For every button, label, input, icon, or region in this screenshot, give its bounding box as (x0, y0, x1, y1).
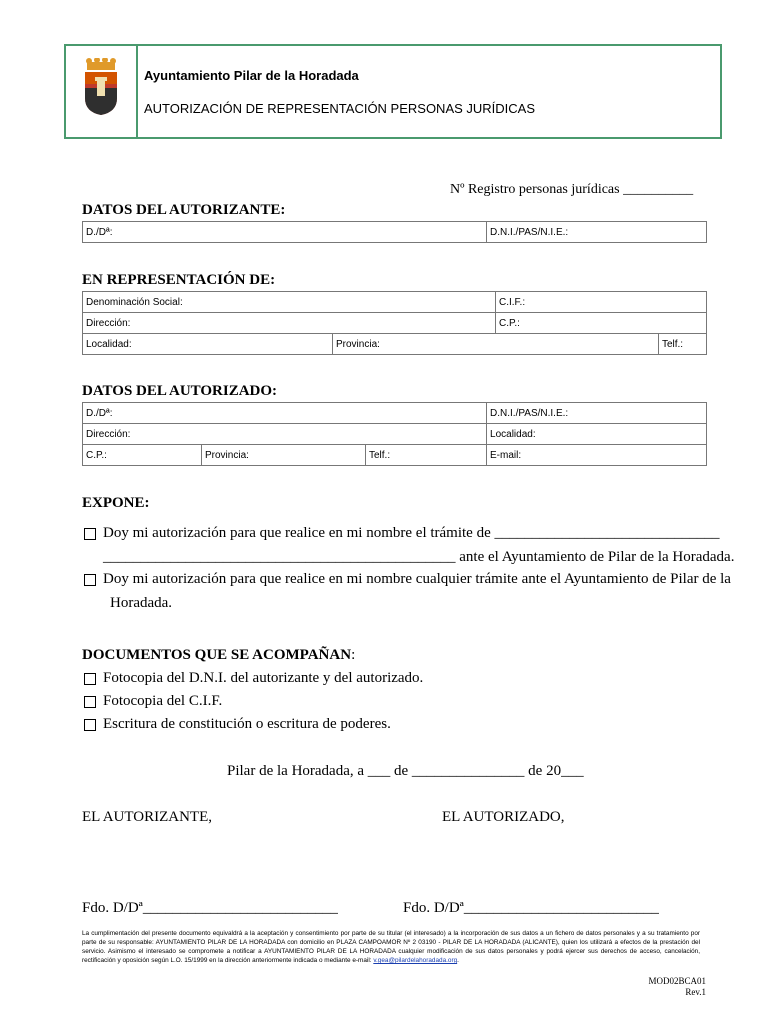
doc2-label: Fotocopia del C.I.F. (103, 693, 223, 709)
documentos-colon: : (351, 647, 356, 663)
logo-cell (66, 46, 138, 137)
autorizado-dd-label: D./Dª: (86, 407, 113, 419)
rep-direccion-label: Dirección: (86, 317, 131, 329)
doc3-label: Escritura de constitución o escritura de poderes. (103, 716, 391, 732)
autorizado-dd-field[interactable] (83, 403, 487, 424)
option1-checkbox[interactable] (84, 528, 96, 540)
autorizado-provincia-field[interactable] (202, 445, 366, 466)
fecha-line: Pilar de la Horadada, a ___ de _______________ de 20___ (227, 763, 584, 779)
privacy-text: La cumplimentación del presente documento equivaldrá a la aceptación y consentimiento por parte de su titular (el interesado) a la incorporación de sus datos a un fichero de datos personales y a su tratamiento por parte de su responsable: AYUNTAMIENTO PILAR DE LA HORADADA con domicilio en PLAZA CAMPOAMOR Nº 2 03190 - PILAR DE LA HORADADA (ALICANTE), quien los utilizará a efectos de la prestación del servicio. Asimismo el interesado se compromete a notificar a AYUNTAMIENTO PILAR DE LA HORADADA cualquier modificación de sus datos personales y podrá ejercer sus derechos de acceso, cancelación, rectificación y oposición según L.O. 15/1999 en la dirección anteriormente indicada o mediante e-mail: (82, 930, 700, 964)
fdo-autorizante: Fdo. D/Dª__________________________ (82, 900, 338, 916)
autorizante-dd-field[interactable] (83, 222, 487, 243)
doc3-checkbox[interactable] (84, 719, 96, 731)
autorizado-cp-label: C.P.: (86, 449, 107, 461)
autorizante-dd-label: D./Dª: (86, 226, 113, 238)
privacy-notice (82, 929, 700, 965)
autorizante-dni-field[interactable] (487, 222, 707, 243)
rep-telf-field[interactable] (658, 334, 706, 355)
privacy-end: . (457, 957, 459, 964)
form-code: MOD02BCA01 (648, 976, 706, 986)
rep-localidad-label: Localidad: (86, 338, 132, 350)
rep-telf-label: Telf.: (661, 338, 684, 350)
documentos-heading: DOCUMENTOS QUE SE ACOMPAÑAN (82, 647, 352, 663)
autorizado-telf-label: Telf.: (369, 449, 391, 461)
rep-provincia-label: Provincia: (336, 338, 380, 350)
autorizado-heading: DATOS DEL AUTORIZADO: (82, 383, 278, 399)
doc-title: AUTORIZACIÓN DE REPRESENTACIÓN PERSONAS JURÍDICAS (144, 101, 536, 116)
representacion-heading: EN REPRESENTACIÓN DE: (82, 272, 276, 288)
rep-localidad-field[interactable] (83, 334, 333, 355)
doc1-checkbox[interactable] (84, 673, 96, 685)
contact-email-link[interactable]: v.gea@pilardelahoradada.org (373, 957, 458, 964)
doc2-checkbox[interactable] (84, 696, 96, 708)
documentos-heading-row (82, 647, 355, 664)
autorizado-telf-field[interactable] (366, 445, 487, 466)
autorizante-table (82, 221, 707, 243)
representacion-table (82, 291, 707, 355)
autorizante-signature-label: EL AUTORIZANTE, (82, 809, 212, 825)
autorizado-direccion-field[interactable] (83, 424, 487, 445)
autorizado-direccion-label: Dirección: (86, 428, 131, 440)
header-box (64, 44, 722, 139)
rep-provincia-field[interactable] (333, 334, 659, 355)
denominacion-label: Denominación Social: (86, 296, 183, 308)
autorizado-email-field[interactable] (487, 445, 707, 466)
autorizado-dni-label: D.N.I./PAS/N.I.E.: (490, 407, 569, 419)
denominacion-field[interactable] (83, 292, 496, 313)
autorizante-dni-label: D.N.I./PAS/N.I.E.: (490, 226, 569, 238)
registro-number: Nº Registro personas jurídicas __________ (450, 182, 694, 197)
autorizado-signature-label: EL AUTORIZADO, (442, 809, 565, 825)
cif-field[interactable] (495, 292, 706, 313)
expone-heading: EXPONE: (82, 495, 150, 511)
autorizado-localidad-field[interactable] (487, 424, 707, 445)
autorizante-heading: DATOS DEL AUTORIZANTE: (82, 202, 286, 218)
autorizado-email-label: E-mail: (490, 449, 522, 461)
option2-line1: Doy mi autorización para que realice en mi nombre cualquier trámite ante el Ayuntamiento de Pilar de la (103, 571, 731, 587)
autorizado-localidad-label: Localidad: (490, 428, 536, 440)
autorizado-dni-field[interactable] (487, 403, 707, 424)
fdo-autorizado: Fdo. D/Dª__________________________ (403, 900, 659, 916)
rep-cp-field[interactable] (495, 313, 706, 334)
option2-line2: Horadada. (110, 595, 173, 611)
rep-direccion-field[interactable] (83, 313, 496, 334)
autorizado-provincia-label: Provincia: (205, 449, 249, 461)
crest-logo (81, 58, 121, 116)
form-revision: Rev.1 (685, 987, 706, 997)
doc1-label: Fotocopia del D.N.I. del autorizante y del autorizado. (103, 670, 424, 686)
autorizado-table (82, 402, 707, 466)
option2-checkbox[interactable] (84, 574, 96, 586)
cif-label: C.I.F.: (498, 296, 526, 308)
org-name: Ayuntamiento Pilar de la Horadada (144, 68, 359, 83)
option1-line2: _______________________________________________ ante el Ayuntamiento de Pilar de la Horadada. (103, 549, 735, 565)
rep-cp-label: C.P.: (498, 317, 520, 329)
autorizado-cp-field[interactable] (83, 445, 202, 466)
option1-line1: Doy mi autorización para que realice en mi nombre el trámite de ______________________________ (103, 525, 720, 541)
